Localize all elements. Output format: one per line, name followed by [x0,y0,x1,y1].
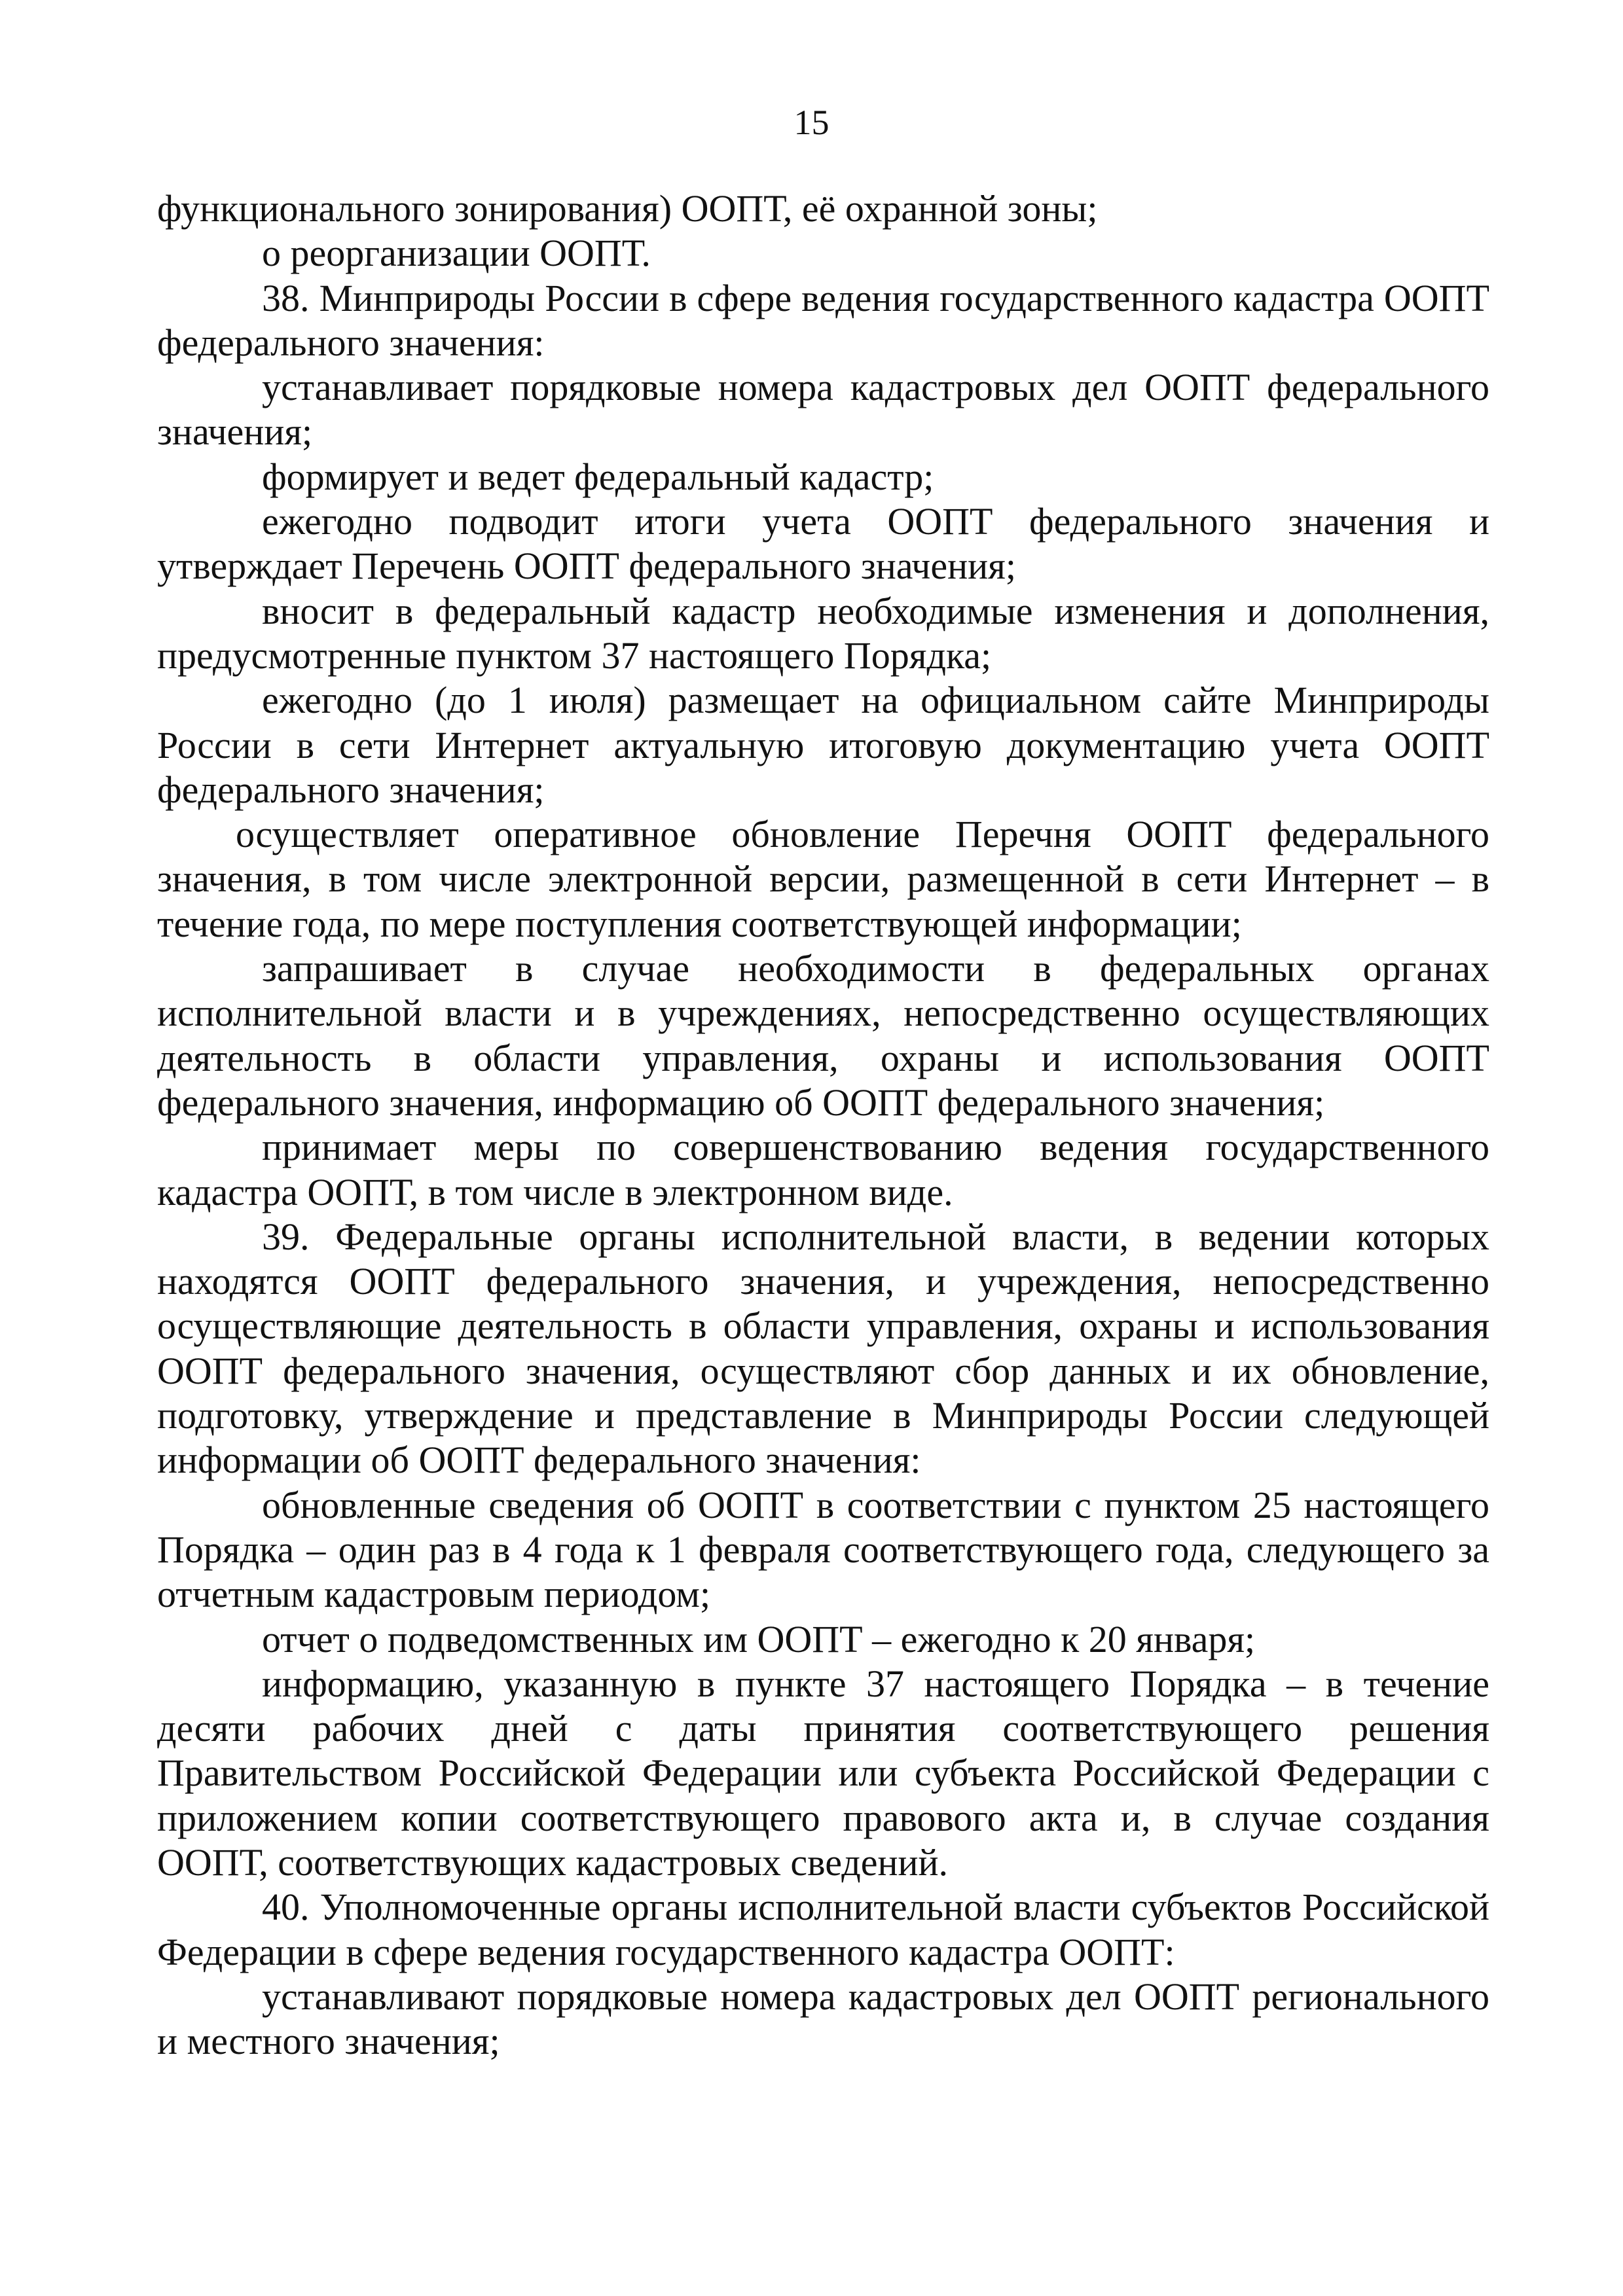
paragraph: осуществляет оперативное обновление Перечня ООПТ федерального значения, в том числе электронной версии, размещенной в сети Интернет – в течение года, по мере поступления соответствующей информации; [157,813,1489,945]
paragraph-item-39: 39. Федеральные органы исполнительной власти, в ведении которых находятся ООПТ федерального значения, и учреждения, непосредственно осуществляющие деятельность в области управления, охраны и использования ООПТ федерального значения, осуществляют сбор данных и их обновление, подготовку, утверждение и представление в Минприроды России следующей информации об ООПТ федерального значения: [157,1215,1489,1482]
page-number: 15 [793,103,830,142]
paragraph: функционального зонирования) ООПТ, её охранной зоны; [157,187,1098,230]
paragraph: отчет о подведомственных им ООПТ – ежегодно к 20 января; [262,1617,1256,1660]
paragraph: обновленные сведения об ООПТ в соответствии с пунктом 25 настоящего Порядка – один раз в 4 года к 1 февраля соответствующего года, следующего за отчетным кадастровым периодом; [157,1483,1489,1616]
paragraph-item-38: 38. Минприроды России в сфере ведения государственного кадастра ООПТ федерального значения: [157,276,1489,364]
document-body [157,187,1489,2064]
paragraph: принимает меры по совершенствованию ведения государственного кадастра ООПТ, в том числе в электронном виде. [157,1126,1489,1213]
paragraph: запрашивает в случае необходимости в федеральных органах исполнительной власти и в учреждениях, непосредственно осуществляющих деятельность в области управления, охраны и использования ООПТ федерального значения, информацию об ООПТ федерального значения; [157,947,1489,1124]
paragraph: информацию, указанную в пункте 37 настоящего Порядка – в течение десяти рабочих дней с даты принятия соответствующего решения Правительством Российской Федерации или субъекта Российской Федерации с приложением копии соответствующего правового акта и, в случае создания ООПТ, соответствующих кадастровых сведений. [157,1662,1489,1884]
paragraph-item-40: 40. Уполномоченные органы исполнительной власти субъектов Российской Федерации в сфере ведения государственного кадастра ООПТ: [157,1886,1489,1973]
paragraph: о реорганизации ООПТ. [262,232,651,275]
paragraph: ежегодно (до 1 июля) размещает на официальном сайте Минприроды России в сети Интернет актуальную итоговую документацию учета ООПТ федерального значения; [157,679,1489,811]
paragraph: вносит в федеральный кадастр необходимые изменения и дополнения, предусмотренные пунктом 37 настоящего Порядка; [157,589,1489,677]
paragraph: устанавливают порядковые номера кадастровых дел ООПТ регионального и местного значения; [157,1975,1489,2063]
paragraph: устанавливает порядковые номера кадастровых дел ООПТ федерального значения; [157,366,1489,454]
paragraph: ежегодно подводит итоги учета ООПТ федерального значения и утверждает Перечень ООПТ федерального значения; [157,500,1489,588]
paragraph: формирует и ведет федеральный кадастр; [262,455,934,498]
